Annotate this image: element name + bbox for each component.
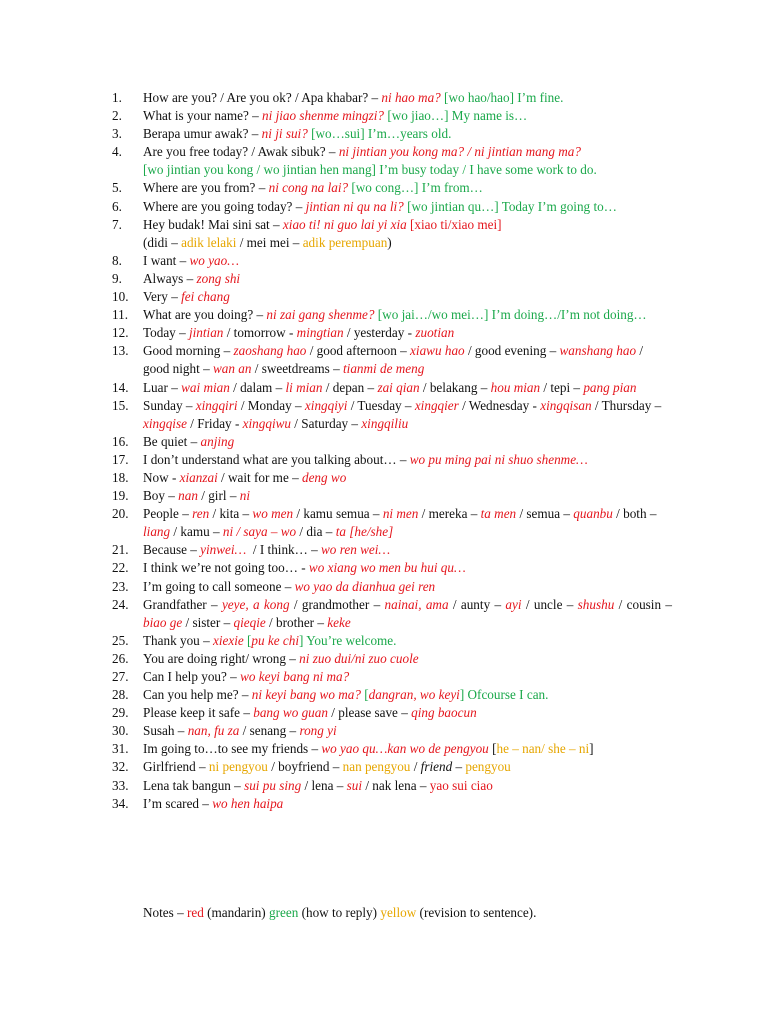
phrase-segment: [wo…sui] I’m…years old. [307,126,452,142]
phrase-segment: / kamu semua – [293,506,383,522]
item-number: 13. [112,343,129,359]
item-number: 14. [112,379,129,395]
phrase-segment: nan [178,488,198,504]
list-item [112,433,672,451]
phrase-segment: / cousin – [614,596,676,612]
item-number: 17. [112,451,129,467]
phrase-segment: deng wo [301,469,347,485]
phrase-segment: / Friday - [186,415,243,431]
phrase-segment: wo keyi bang ni ma? [240,669,350,684]
phrase-segment: Hey budak! Mai sini sat – [143,216,283,232]
item-number: 9. [112,270,122,286]
item-number: 20. [112,506,129,522]
list-item [112,686,672,704]
phrase-segment: / kamu – [170,524,223,540]
list-item [112,541,672,559]
phrase-segment: pengyou [465,759,511,775]
phrase-segment: / Thursday – [591,397,665,413]
phrase-segment: ni ji sui? [261,126,308,142]
phrase-segment: You are doing right/ wrong – [143,650,300,666]
phrase-segment: yeye, a kong [221,596,290,612]
phrase-segment: Luar – [143,379,182,395]
phrase-segment: / I think… – [246,542,322,558]
phrase-segment: xiao ti! ni guo lai yi xia [282,216,407,232]
item-number: 26. [112,650,129,666]
item-number: 10. [112,289,129,305]
list-item [112,650,672,668]
phrase-segment: qing baocun [411,705,477,721]
phrase-segment: (how to reply) [298,905,381,920]
phrase-segment: / lena – [301,777,347,793]
phrase-segment: quanbu [573,506,613,522]
phrase-segment: ni hao ma? [381,90,441,105]
phrase-segment: People – [143,506,193,522]
list-item [112,632,672,650]
list-item [112,559,672,577]
list-item [112,451,672,469]
phrase-segment: zai qian [377,379,420,395]
item-number: 3. [112,126,122,142]
phrase-segment: / good night – [143,343,647,377]
phrase-segment: rong yi [299,723,337,739]
phrase-segment: keke [327,614,351,630]
item-number: 5. [112,180,122,196]
item-number: 7. [112,216,122,232]
item-number: 11. [112,307,128,323]
list-item [112,469,672,487]
phrase-segment: / senang – [239,723,300,739]
phrase-segment: friend [420,759,453,775]
phrase-segment: / brother – [265,614,328,630]
phrase-segment: ni cong na lai? [268,180,349,196]
list-item [112,125,672,143]
phrase-segment: Boy – [143,488,179,504]
phrase-segment: anjing [200,433,235,449]
phrase-segment: Because – [143,542,201,558]
phrase-segment: jintian [188,325,224,341]
phrase-segment: nan, fu za [187,723,240,739]
phrase-segment: xingqise [143,415,187,431]
list-item [112,397,672,433]
phrase-segment: ] You’re welcome. [299,632,397,648]
phrase-segment: xiexie [212,632,244,648]
item-number: 31. [112,741,129,757]
item-number: 12. [112,325,129,341]
phrase-segment: mingtian [296,325,344,341]
item-number: 33. [112,777,129,793]
list-item [112,795,672,813]
item-number: 30. [112,723,129,739]
phrase-segment: Be quiet – [143,433,201,449]
phrase-segment: ] Ofcourse I can. [459,687,549,703]
list-item [112,505,672,541]
item-number: 28. [112,687,129,703]
phrase-segment: Where are you going today? – [143,198,306,214]
phrase-segment: / dia – [296,524,336,540]
list-item [112,379,672,397]
item-number: 25. [112,632,129,648]
phrase-segment: sui pu sing [244,777,302,793]
phrase-segment: wo pu ming pai ni shuo shenme… [409,451,588,467]
phrase-segment: Can I help you? – [143,669,241,684]
phrase-segment: / wait for me – [217,469,302,485]
phrase-segment: fei chang [181,289,230,305]
phrase-segment: ni jintian you kong ma? / ni jintian mang ma? [338,144,581,160]
phrase-segment: ni / saya – wo [222,524,297,540]
phrase-segment: Where are you from? – [143,180,269,196]
phrase-segment: Thank you – [143,632,213,648]
color-legend-notes [143,904,663,922]
phrase-segment: / both – [612,506,660,522]
phrase-segment: yao sui ciao [429,777,493,793]
phrase-segment: wan an [212,361,252,377]
phrase-segment: red [186,905,204,920]
phrase-segment: Im going to…to see my friends – [143,741,322,757]
item-number: 16. [112,433,129,449]
phrase-segment: Please keep it safe – [143,705,254,721]
list-item [112,216,672,252]
item-number: 15. [112,397,129,413]
list-item [112,324,672,342]
phrase-segment: / good evening – [464,343,560,359]
phrase-segment: / uncle – [521,596,578,612]
phrase-segment: / mei mei – [236,234,303,250]
phrase-segment: (revision to sentence). [416,905,537,920]
phrase-segment: [ [243,632,252,648]
phrase-segment: Very – [143,289,182,305]
phrase-segment: ni keyi bang wo ma? [251,687,361,703]
phrase-segment: qieqie [233,614,266,630]
phrase-segment: wo xiang wo men bu hui qu… [308,560,466,576]
phrase-segment: Sunday – [143,397,196,413]
phrase-segment: jintian ni qu na li? [305,198,404,214]
item-number: 24. [112,596,129,612]
phrase-segment: I’m going to call someone – [143,578,295,594]
item-number: 18. [112,469,129,485]
phrase-segment: xingqiliu [361,415,409,431]
phrase-segment: / semua – [516,506,574,522]
list-item [112,487,672,505]
phrase-segment: ni zai gang shenme? [266,307,375,323]
list-item [112,578,672,596]
phrase-segment: / girl – [197,488,240,504]
phrase-segment: / boyfriend – [267,759,343,775]
item-number: 27. [112,669,129,684]
phrase-segment: / sister – [182,614,234,630]
phrase-segment: / depan – [322,379,378,395]
item-number: 19. [112,488,129,504]
phrase-segment: / sweetdreams – [251,361,343,377]
phrase-segment: Berapa umur awak? – [143,126,262,142]
phrase-segment: / tepi – [540,379,584,395]
phrase-segment: xingqiyi [304,397,348,413]
phrase-segment: zaoshang hao [233,343,307,359]
phrase-segment: – [452,759,466,775]
phrase-segment: biao ge [143,614,183,630]
item-number: 2. [112,108,122,124]
phrase-segment: shushu [577,596,615,612]
phrase-segment: adik lelaki [181,234,237,250]
phrase-segment: wo ren wei… [321,542,391,558]
phrase-segment: [ [488,741,497,757]
phrase-segment: ta men [480,506,517,522]
phrase-segment: / dalam – [229,379,286,395]
list-item [112,758,672,776]
phrase-segment: [ [360,687,369,703]
phrase-segment: wanshang hao [559,343,637,359]
list-item [112,740,672,758]
phrase-segment: How are you? / Are you ok? / Apa khabar? – [143,90,382,105]
phrase-segment: [wo hao/hao] I’m fine. [440,90,564,105]
phrase-segment: nan pengyou [342,759,411,775]
phrase-segment: green [269,905,299,920]
list-item [112,704,672,722]
phrase-segment: What are you doing? – [143,307,267,323]
phrase-segment: pu ke chi [251,632,300,648]
phrase-segment: I’m scared – [143,795,213,811]
phrase-segment: xingqiwu [242,415,291,431]
phrase-segment: Grandfather – [143,596,222,612]
phrase-segment: tianmi de meng [343,361,425,377]
phrase-segment: [wo jintian qu…] Today I’m going to… [403,198,617,214]
phrase-segment: xingqiri [195,397,238,413]
list-item [112,252,672,270]
phrase-segment: / tomorrow - [223,325,297,341]
list-item [112,89,672,107]
phrase-segment: I want – [143,252,190,268]
list-item [112,107,672,125]
phrase-segment: / nak lena – [362,777,430,793]
item-number: 21. [112,542,129,558]
phrase-segment: / [410,759,421,775]
phrase-segment: / kita – [209,506,253,522]
phrase-segment: he – nan/ she – ni [496,741,590,757]
phrase-segment: ] [589,741,594,757]
phrase-segment: ayi [505,596,522,612]
phrase-segment: Always – [143,270,197,286]
list-item [112,342,672,378]
item-number: 22. [112,560,129,576]
phrase-segment: wo yao… [189,252,239,268]
phrase-segment: Now - [143,469,180,485]
phrase-segment: hou mian [490,379,541,395]
item-number: 29. [112,705,129,721]
phrase-segment: / Saturday – [291,415,362,431]
phrase-segment: [xiao ti/xiao mei] [406,216,502,232]
phrase-segment: I think we’re not going too… - [143,560,309,576]
phrase-segment: / grandmother – [289,596,385,612]
item-number: 1. [112,90,122,105]
phrase-segment: Today – [143,325,189,341]
list-item [112,270,672,288]
phrase-segment: xingqisan [540,397,592,413]
list-item [112,288,672,306]
phrase-segment: [wo jintian you kong / wo jintian hen mang] I’m busy today / I have some work to do. [143,162,597,178]
phrase-segment: nainai, ama [384,596,449,612]
phrase-segment: / Monday – [237,397,305,413]
list-item [112,198,672,216]
phrase-segment: ni pengyou [208,759,268,775]
phrase-segment: / Tuesday – [347,397,415,413]
phrase-segment: Susah – [143,723,188,739]
list-item [112,179,672,197]
item-number: 23. [112,578,129,594]
phrase-segment: zong shi [196,270,241,286]
phrase-segment: [wo jai…/wo mei…] I’m doing…/I’m not doing… [374,307,647,323]
phrase-segment: I don’t understand what are you talking about… – [143,451,410,467]
phrase-segment: ni jiao shenme mingzi? [262,108,385,124]
phrase-segment: Lena tak bangun – [143,777,245,793]
phrase-segment: sui [346,777,363,793]
item-number: 6. [112,198,122,214]
list-item [112,596,676,632]
item-number: 32. [112,759,129,775]
phrase-segment: (mandarin) [203,905,269,920]
phrase-segment: / good afternoon – [306,343,411,359]
phrase-segment: ni zuo dui/ni zuo cuole [299,650,419,666]
list-item [112,777,672,795]
phrase-segment: xianzai [179,469,218,485]
phrase-segment: wo men [252,506,294,522]
phrase-segment: Girlfriend – [143,759,209,775]
list-item [112,668,672,686]
phrase-segment: [wo cong…] I’m from… [348,180,483,196]
phrase-segment: ta [he/she] [335,524,394,540]
phrase-segment: ni men [382,506,419,522]
phrase-segment: bang wo guan [253,705,328,721]
item-number: 4. [112,144,122,160]
phrase-segment: wo yao da dianhua gei ren [294,578,436,594]
phrase-segment: What is your name? – [143,108,263,124]
phrase-segment: ) [387,234,392,250]
phrase-segment: xiawu hao [410,343,465,359]
phrase-segment: Are you free today? / Awak sibuk? – [143,144,339,160]
item-number: 34. [112,795,129,811]
list-item [112,306,672,324]
phrase-segment: Good morning – [143,343,234,359]
phrase-segment: liang [143,524,171,540]
phrase-segment: pang pian [583,379,637,395]
phrase-segment: xingqier [414,397,459,413]
phrase-segment: dangran, wo keyi [368,687,460,703]
phrase-segment: li mian [285,379,323,395]
phrase-segment: / aunty – [448,596,506,612]
phrase-segment: wo yao qu…kan wo de pengyou [321,741,489,757]
list-item [112,143,672,179]
phrase-segment: yellow [380,905,417,920]
phrase-segment: / yesterday - [343,325,416,341]
phrase-segment: yinwei… [200,542,247,558]
phrase-segment: [wo jiao…] My name is… [384,108,528,124]
item-number: 8. [112,252,122,268]
phrase-segment: adik perempuan [302,234,388,250]
phrase-segment: ren [192,506,210,522]
phrase-segment: / mereka – [418,506,481,522]
phrase-segment: Can you help me? – [143,687,252,703]
phrase-segment: / please save – [327,705,412,721]
phrase-segment: ni [239,488,250,504]
phrase-list [112,89,676,813]
phrase-segment: zuotian [415,325,455,341]
phrase-segment: / Wednesday - [458,397,541,413]
phrase-segment: wo hen haipa [212,795,284,811]
phrase-segment: Notes – [143,905,187,920]
phrase-segment: / belakang – [419,379,491,395]
phrase-segment: wai mian [181,379,230,395]
phrase-segment: (didi – [143,234,178,250]
list-item [112,722,672,740]
